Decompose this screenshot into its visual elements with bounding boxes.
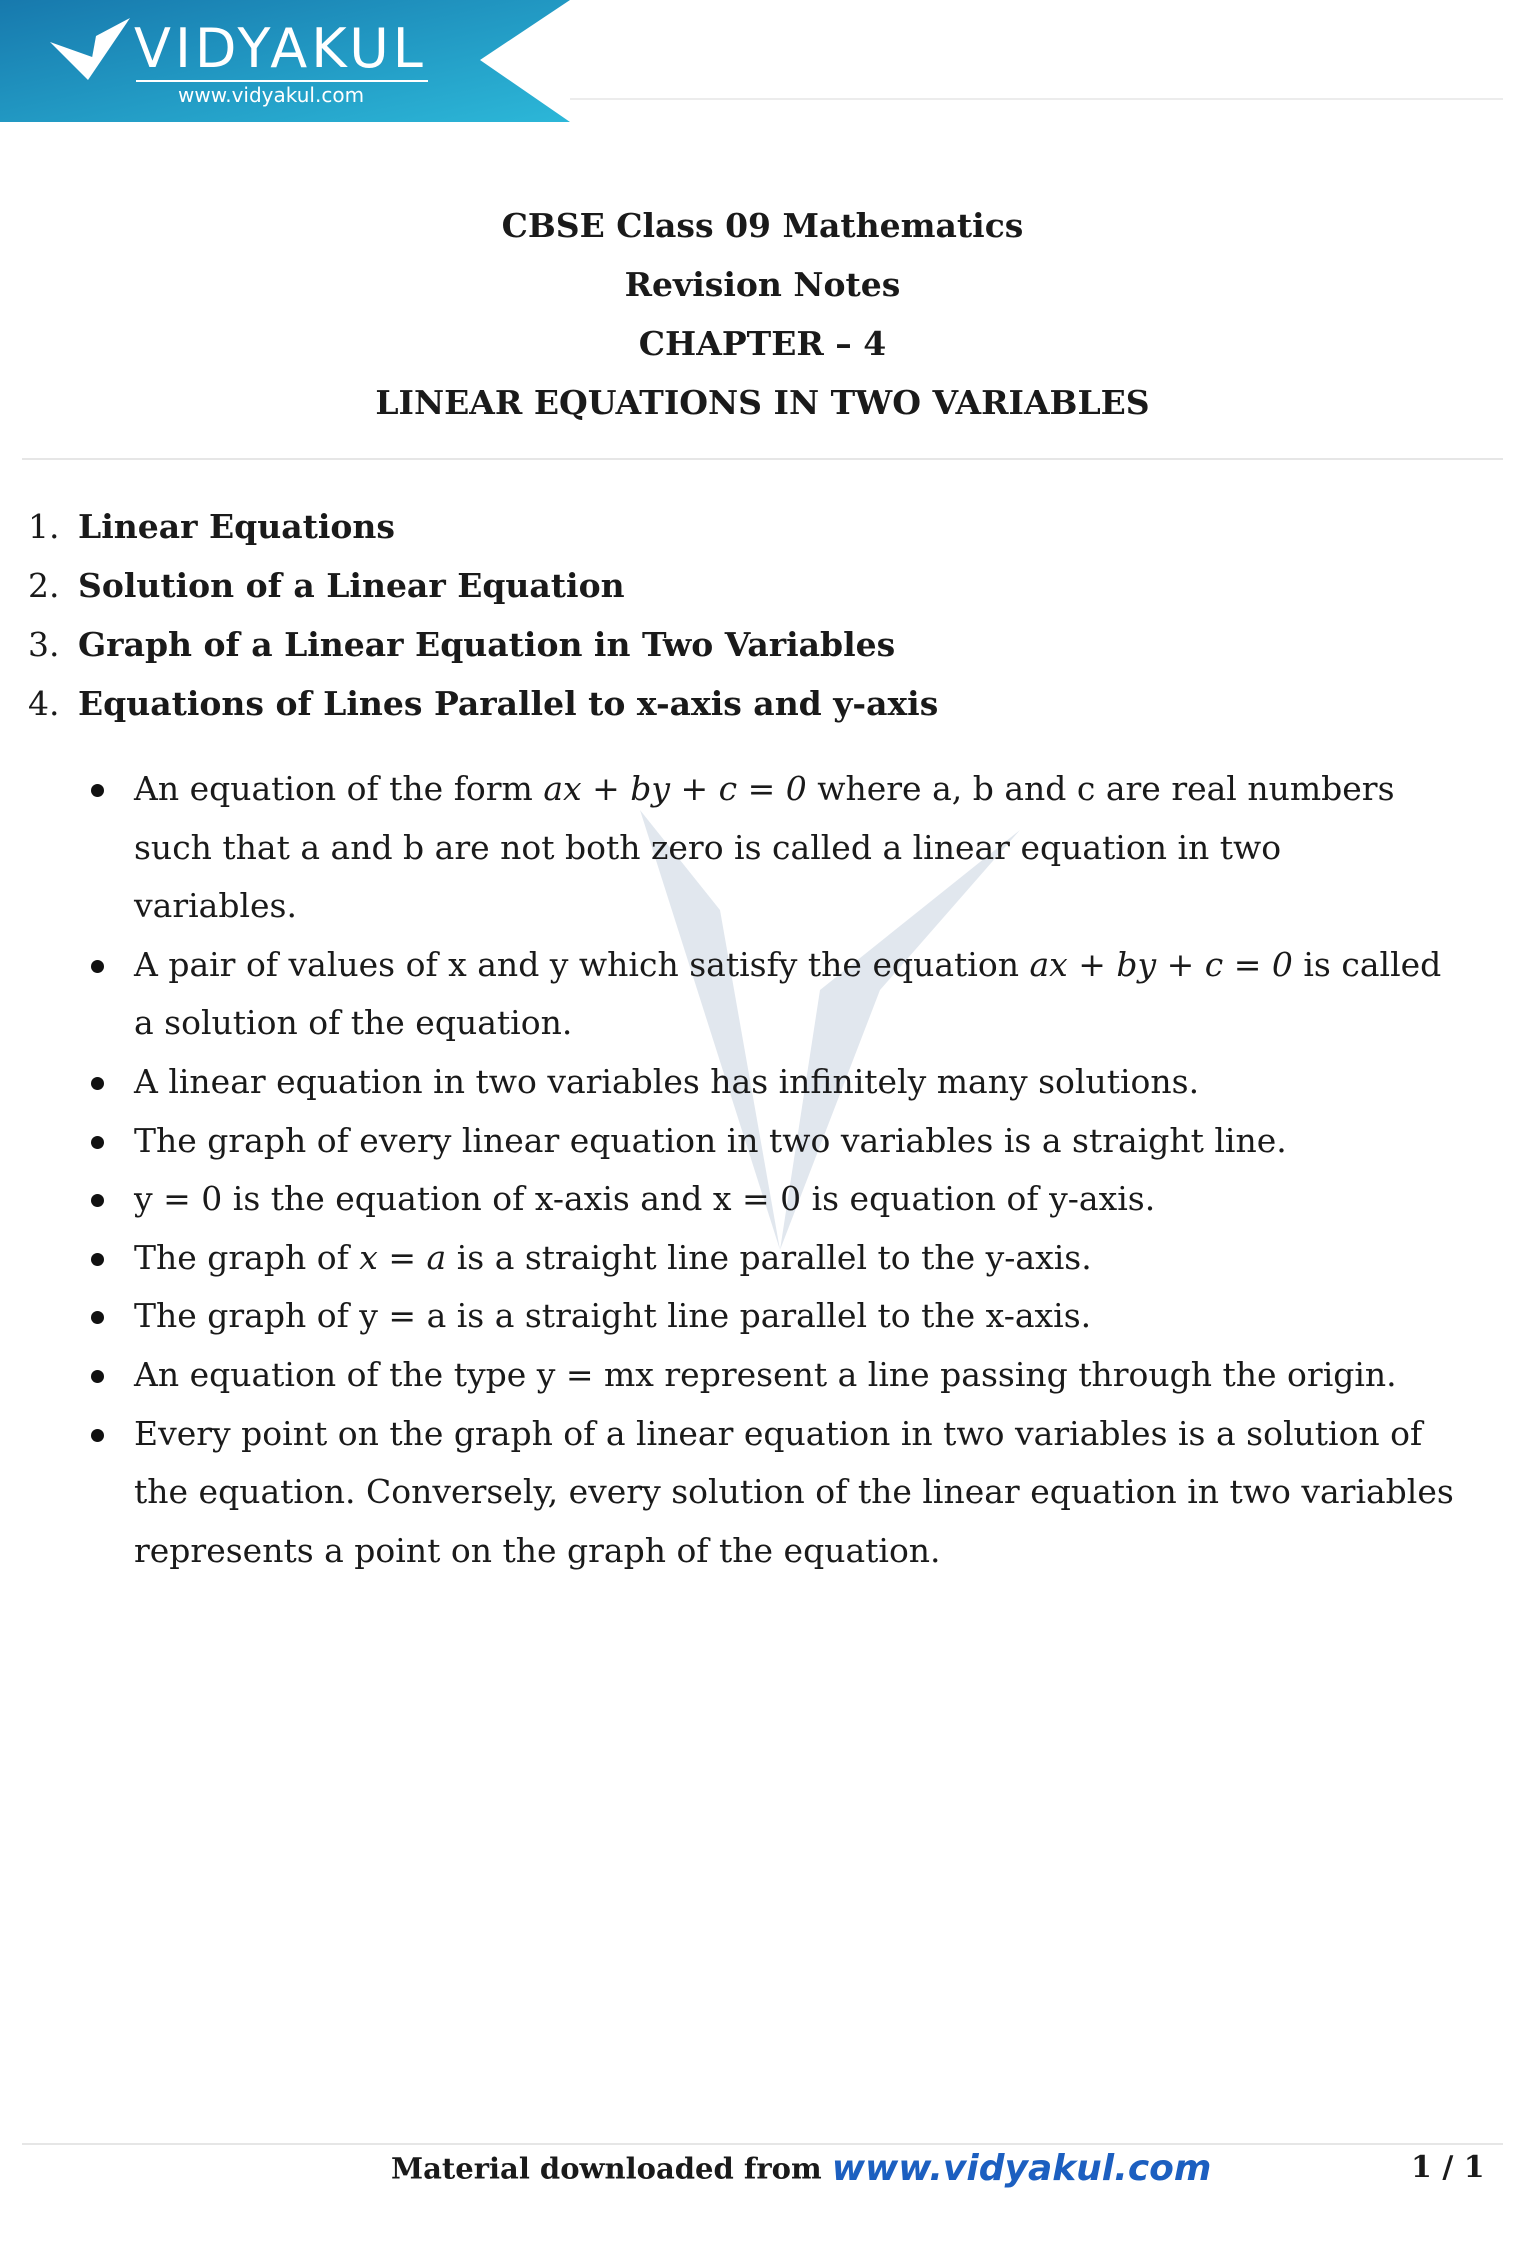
bullet-text: y = 0 is the equation of x-axis and x = 0 is equation of y-axis. [134,1179,1156,1219]
bullet-text: A pair of values of x and y which satisfy the equation [134,944,1030,984]
title-divider [22,458,1503,460]
bullet-item [134,1346,1454,1405]
bullet-item [134,1405,1454,1581]
bullet-text: The graph of every linear equation in two variables is a straight line. [134,1120,1287,1160]
bullet-text: A linear equation in two variables has infinitely many solutions. [134,1061,1200,1101]
topic-title: Solution of a Linear Equation [78,566,625,605]
equation: ax + by + c = 0 [543,769,807,808]
topic-title: Linear Equations [78,507,395,546]
brand-name: VIDYAKUL [134,17,427,80]
notes-bullet-list [134,760,1454,1580]
topic-title: Equations of Lines Parallel to x-axis and y-axis [78,684,939,723]
bullet-text: Every point on the graph of a linear equation in two variables is a solution of the equation. Conversely, every solution of the linear equation in two variables represents a point on the graph of the equation. [134,1413,1454,1570]
topic-item [28,615,938,674]
course-title: CBSE Class 09 Mathematics [501,206,1024,245]
topic-number: 4. [28,684,60,723]
topic-number: 1. [28,507,60,546]
document-title-block [0,196,1525,432]
bullet-text: is called a solution of the equation. [134,944,1442,1043]
bullet-item [134,1170,1454,1229]
chapter-number: CHAPTER – 4 [638,324,887,363]
topic-number: 2. [28,566,60,605]
header-banner [0,0,570,122]
bullet-item [134,1287,1454,1346]
chapter-title: LINEAR EQUATIONS IN TWO VARIABLES [375,383,1150,422]
bullet-item [134,760,1454,936]
topic-list [28,497,938,733]
footer-site-link[interactable]: www.vidyakul.com [831,2148,1212,2189]
bullet-text: is a straight line parallel to the y-axis. [446,1237,1092,1277]
bullet-text: The graph of y = a is a straight line parallel to the x-axis. [134,1296,1092,1336]
bullet-text: An equation of the form [134,769,544,808]
bullet-item [134,1229,1454,1288]
bullet-text: An equation of the type y = mx represent a line passing through the origin. [134,1354,1397,1394]
footer-credit [391,2148,1211,2189]
brand-url: www.vidyakul.com [178,83,365,107]
bullet-item [134,1112,1454,1171]
topic-number: 3. [28,625,60,664]
brand-underline [136,80,428,82]
topic-item [28,674,938,733]
footer-prefix: Material downloaded from [391,2151,832,2186]
bullet-item [134,936,1454,1053]
bullet-item [134,1053,1454,1112]
page-number: 1 / 1 [1411,2150,1485,2185]
equation: x = a [359,1237,447,1277]
topic-item [28,497,938,556]
equation: ax + by + c = 0 [1029,944,1293,984]
bullet-text: The graph of [134,1237,360,1277]
topic-item [28,556,938,615]
header-divider [570,98,1503,100]
bullet-text: where a, b and c are real numbers such that a and b are not both zero is called a linear equation in two variables. [134,769,1395,926]
notes-title: Revision Notes [624,265,901,304]
topic-title: Graph of a Linear Equation in Two Variables [78,625,896,664]
footer-divider [22,2143,1503,2145]
